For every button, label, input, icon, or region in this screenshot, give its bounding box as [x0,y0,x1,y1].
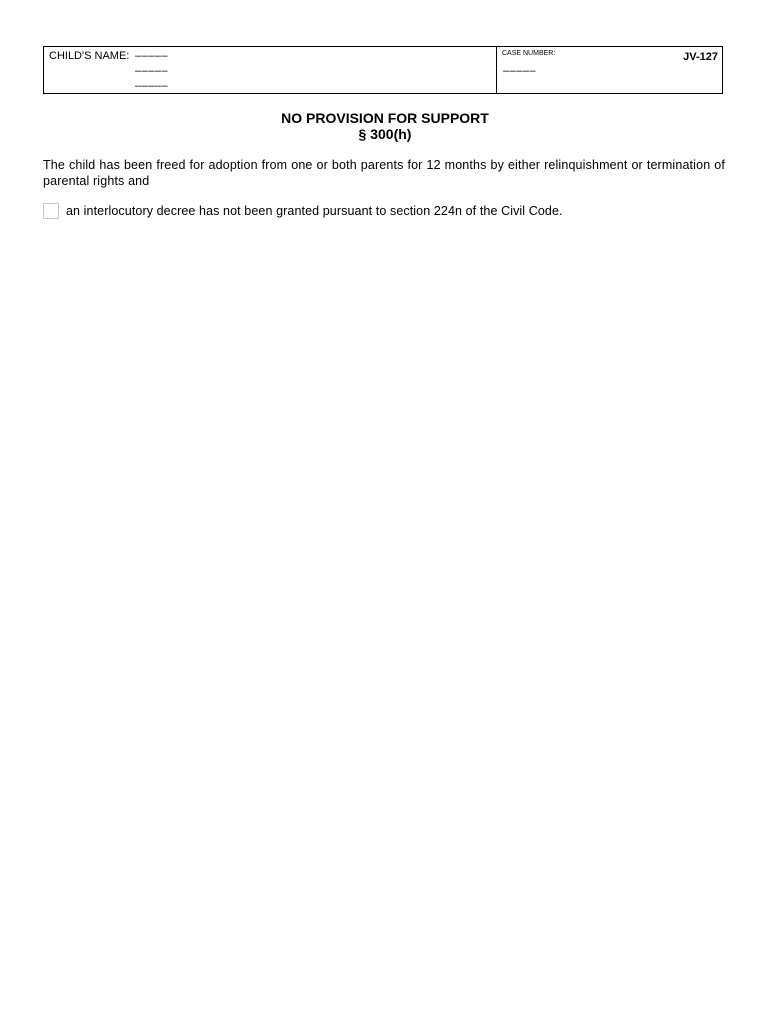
case-number-label: CASE NUMBER: [502,50,556,57]
page-title: NO PROVISION FOR SUPPORT [281,110,489,126]
child-name-label: CHILD'S NAME: [49,50,130,62]
caption-box [43,46,723,94]
interlocutory-decree-checkbox[interactable] [43,203,59,219]
child-name-line-2[interactable]: ––––– [135,65,169,77]
body-paragraph: The child has been freed for adoption from one or both parents for 12 months by either relinquishment or termination of parental rights and [43,158,725,188]
page-subtitle: § 300(h) [358,126,412,142]
case-number-value[interactable]: ––––– [503,65,537,77]
form-code: JV-127 [683,51,718,63]
checkbox-row [43,203,563,219]
case-number-cell [497,47,722,93]
child-name-line-1[interactable]: ––––– [135,50,169,62]
child-name-line-3[interactable]: ––––– [135,80,169,92]
checkbox-label: an interlocutory decree has not been granted pursuant to section 224n of the Civil Code. [66,204,563,218]
child-name-cell [44,47,497,93]
